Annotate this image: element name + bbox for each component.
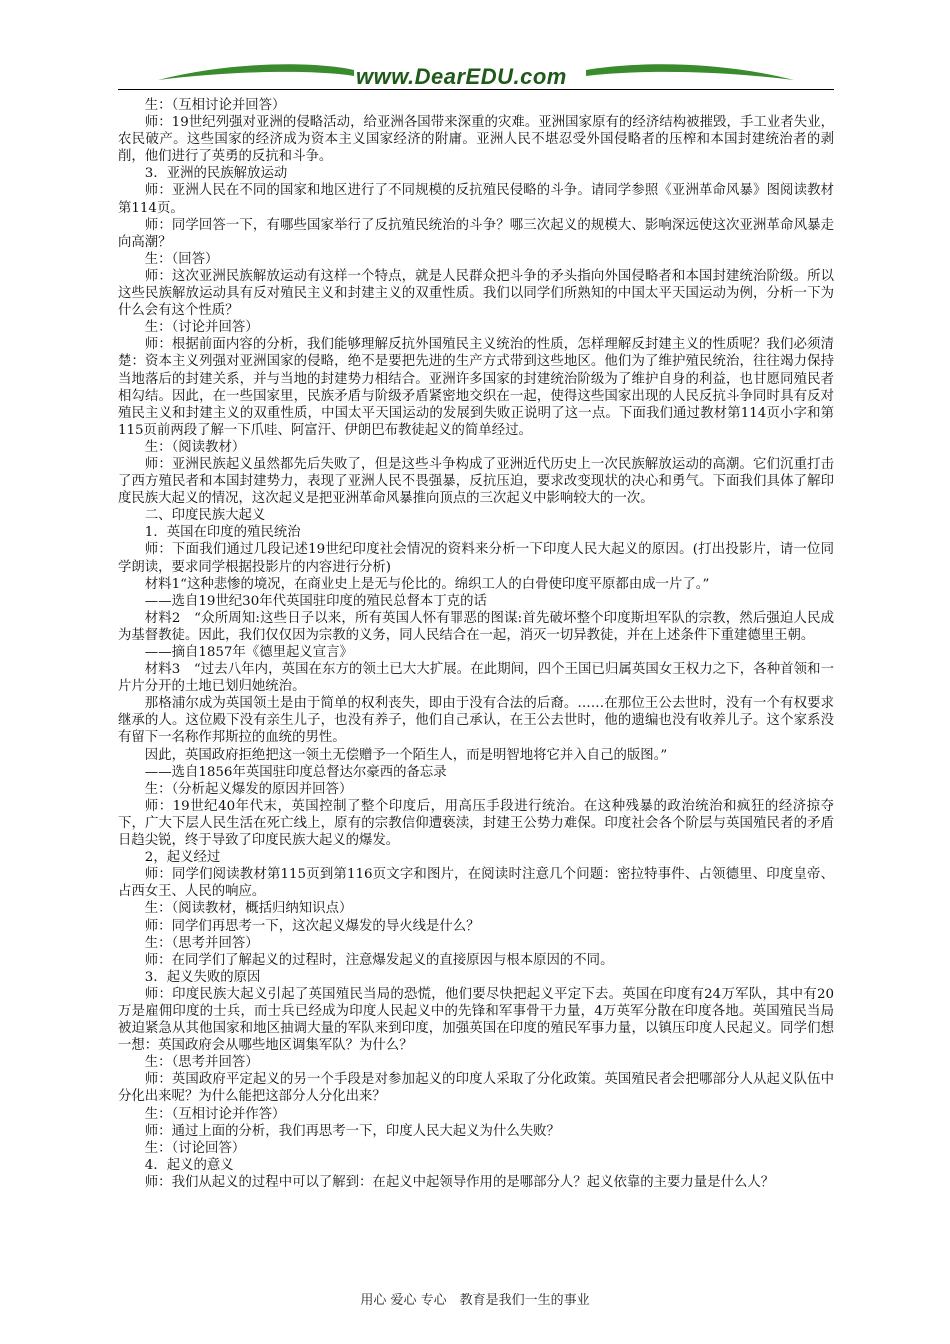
paragraph: 生：（讨论回答） bbox=[144, 1140, 246, 1156]
paragraph: 师：英国政府平定起义的另一个手段是对参加起义的印度人采取了分化政策。英国殖民者会把哪部分人从起义队伍中分化出来呢？为什么能把这部分人分化出来？ bbox=[118, 1072, 834, 1105]
section-heading: 4．起义的意义 bbox=[144, 1157, 234, 1173]
paragraph: 师：根据前面内容的分析，我们能够理解反抗外国殖民主义统治的性质，怎样理解反封建主义的性质呢？我们必须清楚：资本主义列强对亚洲国家的侵略，绝不是要把先进的生产方式带到这些地区。他们为了维护殖民统治，往往竭力保持当地落后的封建关系，并与当地的封建势力相结合。亚洲许多国家的封建统治阶级为了维护自身的利益，也甘愿同殖民者相勾结。因此，在一些国家里，民族矛盾与阶级矛盾紧密地交织在一起，使得这些国家出现的人民反抗斗争同时具有反对殖民主义和封建主义的双重性质，中国太平天国运动的发展到失败正说明了这一点。下面我们通过教材第114页小字和第115页前两段了解一下爪哇、阿富汗、伊朗巴布教徒起义的简单经过。 bbox=[118, 337, 834, 438]
page-footer: 用心 爱心 专心 教育是我们一生的事业 bbox=[360, 1293, 590, 1308]
paragraph: 师：19世纪列强对亚洲的侵略活动，给亚洲各国带来深重的灾难。亚洲国家原有的经济结构被摧毁，手工业者失业，农民破产。这些国家的经济成为资本主义国家经济的附庸。亚洲人民不堪忍受外国侵略者的压榨和本国封建统治者的剥削，他们进行了英勇的反抗和斗争。 bbox=[118, 115, 834, 165]
page-header bbox=[118, 56, 834, 96]
quote-paragraph: 那格浦尔成为英国领土是由于简单的权利丧失，即由于没有合法的后裔。……在那位王公去世时，没有一个有权要求继承的人。这位殿下没有亲生儿子，也没有养子，他们自己承认，在王公去世时，他的遗编也没有收养儿子。这个家系没有留下一名称作邦斯拉的血统的男性。 bbox=[118, 696, 834, 746]
paragraph: 生：（阅读教材） bbox=[144, 439, 246, 455]
paragraph: 生：（思考并回答） bbox=[144, 935, 259, 951]
header-rule bbox=[118, 89, 834, 90]
document-body bbox=[118, 97, 834, 1191]
paragraph: 生：（回答） bbox=[144, 251, 219, 267]
quote-source: ——选自19世纪30年代英国驻印度的殖民总督本丁克的话 bbox=[144, 593, 487, 609]
paragraph: 师：在同学们了解起义的过程时，注意爆发起义的直接原因与根本原因的不同。 bbox=[144, 952, 614, 968]
quote-source: ——摘自1857年《德里起义宣言》 bbox=[144, 645, 353, 660]
paragraph: 师：印度民族大起义引起了英国殖民当局的恐慌，他们要尽快把起义平定下去。英国在印度有24万军队，其中有20万是雇佣印度的士兵，而士兵已经成为印度人民起义中的先锋和军事骨干力量，4万英军分散在印度各地。英国殖民当局被迫紧急从其他国家和地区抽调大量的军队来到印度，加强英国在印度的殖民军事力量，以镇压印度人民起义。同学们想一想：英国政府会从哪些地区调集军队？为什么？ bbox=[118, 986, 834, 1054]
quote-paragraph: 材料1“这种悲惨的境况，在商业史上是无与伦比的。绵织工人的白骨使印度平原都由成一片了。” bbox=[144, 576, 710, 592]
section-heading: 二、印度民族大起义 bbox=[144, 508, 266, 524]
quote-paragraph: 材料3 “过去八年内，英国在东方的领土已大大扩展。在此期间，四个王国已归属英国女王权力之下，各种首领和一片片分开的土地已划归她统治。 bbox=[118, 662, 834, 695]
paragraph: 生：（阅读教材，概括归纳知识点） bbox=[144, 901, 353, 917]
paragraph: 生：（讨论并回答） bbox=[144, 320, 259, 336]
paragraph: 生：（思考并回答） bbox=[144, 1055, 259, 1071]
paragraph: 师：我们从起义的过程中可以了解到：在起义中起领导作用的是哪部分人？起义依靠的主要力量是什么人？ bbox=[144, 1174, 775, 1190]
section-heading: 1．英国在印度的殖民统治 bbox=[144, 525, 301, 541]
paragraph: 生：（互相讨论并回答） bbox=[144, 98, 286, 113]
paragraph: 师：同学们阅读教材第115页到第116页文字和图片，在阅读时注意几个问题：密拉特事件、占领德里、印度皇帝、占西女王、人民的响应。 bbox=[118, 867, 834, 900]
paragraph: 生：（互相讨论并作答） bbox=[144, 1106, 286, 1122]
paragraph: 师：亚洲民族起义虽然都先后失败了，但是这些斗争构成了亚洲近代历史上一次民族解放运动的高潮。它们沉重打击了西方殖民者和本国封建势力，表现了亚洲人民不畏强暴，反抗压迫，要求改变现状的决心和勇气。下面我们具体了解印度民族大起义的情况，这次起义是把亚洲革命风暴推向顶点的三次起义中影响较大的一次。 bbox=[118, 456, 834, 507]
section-heading: 3．起义失败的原因 bbox=[144, 969, 261, 985]
paragraph: 师：亚洲人民在不同的国家和地区进行了不同规模的反抗殖民侵略的斗争。请同学参照《亚洲革命风暴》图阅读教材第114页。 bbox=[118, 183, 834, 216]
site-logo-text: www.DearEDU.com bbox=[356, 64, 567, 89]
quote-paragraph: 材料2 “众所周知:这些日子以来，所有英国人怀有罪恶的图谋:首先破坏整个印度斯坦军队的宗教，然后强迫人民成为基督教徒。因此，我们仅仅因为宗教的义务，同人民结合在一起，消灭一切异教徒，并在上述条件下重建德里王朝。 bbox=[118, 610, 834, 643]
paragraph: 师：通过上面的分析，我们再思考一下，印度人民大起义为什么失败？ bbox=[144, 1123, 560, 1139]
paragraph: 师：这次亚洲民族解放运动有这样一个特点，就是人民群众把斗争的矛头指向外国侵略者和本国封建统治阶级。所以这些民族解放运动具有反对殖民主义和封建主义的双重性质。我们以同学们所熟知的中国太平天国运动为例，分析一下为什么会有这个性质？ bbox=[118, 268, 834, 319]
quote-source: ——选自1856年英国驻印度总督达尔豪西的备忘录 bbox=[144, 764, 447, 780]
section-heading: 3．亚洲的民族解放运动 bbox=[144, 166, 288, 182]
paragraph: 生：（分析起义爆发的原因并回答） bbox=[144, 781, 353, 797]
paragraph: 师：同学回答一下，有哪些国家举行了反抗殖民统治的斗争？哪三次起义的规模大、影响深远使这次亚洲革命风暴走向高潮？ bbox=[118, 217, 834, 250]
quote-paragraph: 因此，英国政府拒绝把这一领土无偿赠予一个陌生人，而是明智地将它并入自己的版图。” bbox=[144, 747, 668, 763]
paragraph: 师：19世纪40年代末，英国控制了整个印度后，用高压手段进行统治。在这种残暴的政治统治和疯狂的经济掠夺下，广大下层人民生活在死亡线上，原有的宗教信仰遭亵渎，封建王公势力难保。印度社会各个阶层与英国殖民者的矛盾日趋尖锐，终于导致了印度民族大起义的爆发。 bbox=[118, 798, 834, 849]
section-heading: 2，起义经过 bbox=[144, 850, 221, 866]
paragraph: 师：下面我们通过几段记述19世纪印度社会情况的资料来分析一下印度人民大起义的原因。(打出投影片，请一位同学朗读，要求同学根据投影片的内容进行分析) bbox=[118, 542, 834, 575]
paragraph: 师：同学们再思考一下，这次起义爆发的导火线是什么？ bbox=[144, 918, 480, 934]
